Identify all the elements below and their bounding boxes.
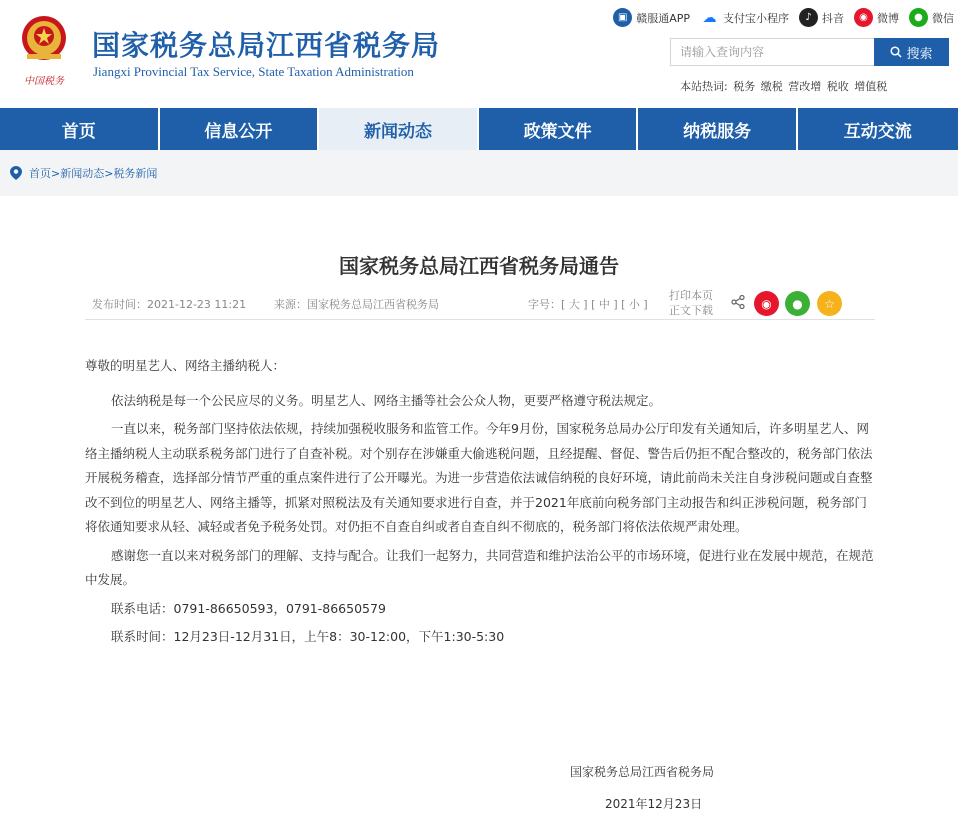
- print-page-link[interactable]: 打印本页: [669, 289, 713, 302]
- weibo-icon: ◉: [854, 8, 873, 27]
- search-icon: [890, 46, 902, 58]
- hot-word[interactable]: 营改增: [788, 80, 822, 93]
- hot-words: [680, 78, 889, 94]
- site-header: [0, 0, 958, 108]
- breadcrumb-news[interactable]: 新闻动态>: [60, 167, 114, 180]
- social-item-douyin[interactable]: [799, 8, 844, 27]
- hot-label: 本站热词:: [680, 80, 728, 93]
- share-wechat-button[interactable]: [785, 291, 810, 316]
- share-weibo-button[interactable]: [754, 291, 779, 316]
- hot-word[interactable]: 税收: [826, 80, 849, 93]
- font-size-control[interactable]: 字号：[ 大 ] [ 中 ] [ 小 ]: [528, 298, 648, 311]
- alipay-icon: ☁: [702, 9, 717, 26]
- article-meta: [85, 286, 875, 320]
- wechat-icon: ●: [792, 296, 803, 311]
- wechat-icon: ●: [909, 8, 928, 27]
- article-title: 国家税务总局江西省税务局通告: [339, 254, 619, 278]
- breadcrumb-home[interactable]: 首页>: [29, 167, 61, 180]
- social-label: 抖音: [822, 11, 844, 25]
- nav-home[interactable]: 首页: [0, 108, 160, 150]
- social-item-weibo[interactable]: [854, 8, 899, 27]
- site-subtitle: Jiangxi Provincial Tax Service, State Taxation Administration: [93, 64, 414, 79]
- nav-interaction[interactable]: 互动交流: [843, 121, 912, 142]
- print-download: [669, 288, 713, 318]
- tax-emblem-logo[interactable]: [13, 10, 75, 92]
- weibo-icon: ◉: [761, 296, 772, 311]
- nav-news[interactable]: 新闻动态: [319, 108, 479, 150]
- share-icon[interactable]: [731, 295, 745, 309]
- contact-phone: 联系电话：0791-86650593，0791-86650579: [111, 600, 386, 616]
- paragraph: 感谢您一直以来对税务部门的理解、支持与配合。让我们一起努力，共同营造和维护法治公平的市场环境，促进行业在发展中规范，在规范中发展。: [85, 547, 874, 587]
- signature: 国家税务总局江西省税务局: [570, 765, 715, 779]
- social-label: 微博: [877, 11, 899, 25]
- main-nav: [0, 108, 958, 150]
- social-item-alipay[interactable]: [700, 8, 789, 27]
- nav-policy[interactable]: 政策文件: [479, 108, 639, 150]
- social-label: 赣服通APP: [636, 11, 690, 25]
- article-source: 来源：国家税务总局江西省税务局: [274, 298, 439, 311]
- location-pin-icon: [10, 166, 22, 180]
- salutation: 尊敬的明星艺人、网络主播纳税人：: [85, 358, 286, 373]
- paragraph: 一直以来，税务部门坚持依法依规，持续加强税收服务和监管工作。今年9月份，国家税务总局办公厅印发有关通知后，许多明星艺人、网络主播纳税人主动联系税务部门进行了自查补税。对个别存在涉嫌重大偷逃税问题，且经提醒、督促、警告后仍拒不配合整改的，税务部门依法开展税务稽查，选择部分情节严重的重点案件进行了公开曝光。为进一步营造依法诚信纳税的良好环境，请此前尚未关注自身涉税问题或自查整改不到位的明星艺人、网络主播等，抓紧对照税法及有关通知要求进行自查，并于2021年底前向税务部门主动报告和纠正涉税问题，税务部门将依通知要求从轻、减轻或者免予税务处罚。对仍拒不自查自纠或者自查自纠不彻底的，税务部门将依法依规严肃处理。: [85, 421, 873, 534]
- douyin-icon: ♪: [799, 8, 818, 27]
- search-button-label: 搜索: [906, 46, 933, 62]
- site-title[interactable]: 国家税务总局江西省税务局: [92, 29, 441, 62]
- article-body: [85, 354, 875, 650]
- social-links: [613, 8, 954, 27]
- contact-time: 联系时间：12月23日-12月31日，上午8：30-12:00，下午1:30-5:30: [111, 629, 505, 644]
- download-link[interactable]: 正文下载: [669, 304, 713, 317]
- hot-word[interactable]: 缴税: [760, 80, 783, 93]
- logo-text: 中国税务: [24, 76, 64, 87]
- social-item-app[interactable]: [613, 8, 690, 27]
- paragraph: 依法纳税是每一个公民应尽的义务。明星艺人、网络主播等社会公众人物，更要严格遵守税法规定。: [111, 392, 662, 408]
- signature-date: 2021年12月23日: [605, 797, 703, 811]
- nav-info-disclosure[interactable]: 信息公开: [160, 108, 320, 150]
- publish-time: 发布时间：2021-12-23 11:21: [92, 298, 247, 311]
- social-label: 微信: [932, 11, 954, 25]
- hot-word[interactable]: 增值税: [854, 80, 888, 93]
- favorite-button[interactable]: [817, 291, 842, 316]
- breadcrumb: [0, 150, 958, 196]
- star-icon: ☆: [824, 296, 835, 311]
- hot-word[interactable]: 税务: [733, 80, 756, 93]
- social-label: 支付宝小程序: [723, 11, 789, 25]
- app-icon: ▣: [613, 8, 632, 27]
- search-input[interactable]: 请输入查询内容: [670, 38, 874, 66]
- social-item-wechat[interactable]: [909, 8, 954, 27]
- nav-tax-service[interactable]: 纳税服务: [638, 108, 798, 150]
- breadcrumb-tax-news[interactable]: 税务新闻: [113, 167, 158, 180]
- search-button[interactable]: [874, 38, 949, 66]
